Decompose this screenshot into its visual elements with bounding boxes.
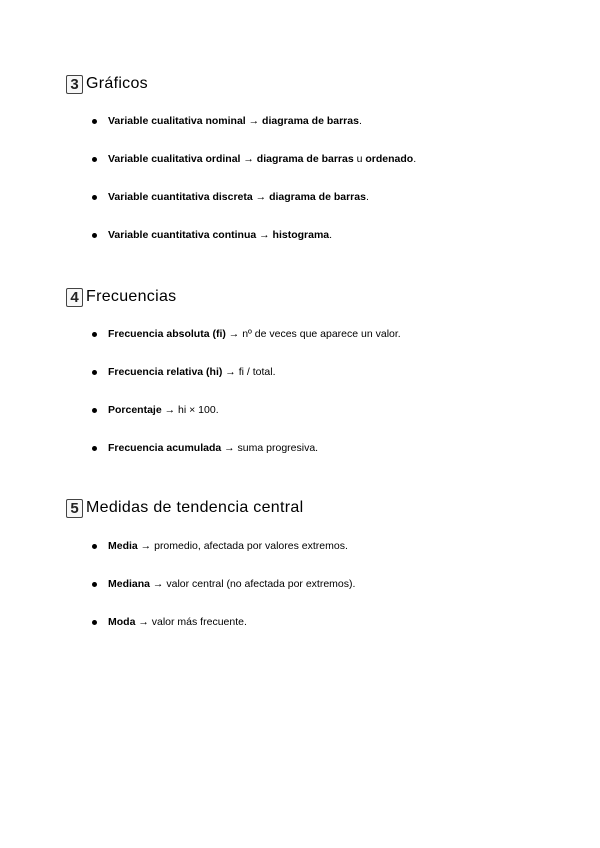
item-description: → valor más frecuente. [135,616,247,628]
bullet-icon [92,370,97,375]
item-description: . [358,115,362,127]
item-term: Frecuencia relativa (hi) [108,366,223,378]
section-frecuencias [66,286,566,454]
item-term: Porcentaje [108,404,162,416]
item-description: → fi / total. [222,366,276,378]
item-term: Moda [108,616,136,628]
item-term: Media [108,540,138,552]
bullet-icon [92,408,97,413]
section-title: Frecuencias [86,288,177,305]
item-description: → promedio, afectada por valores extremos. [137,540,348,552]
section-number-badge: 3 [66,75,83,94]
bullet-icon [92,332,97,337]
item-description: → hi × 100. [161,404,219,416]
bullet-icon [92,544,97,549]
item-description: → nº de veces que aparece un valor. [225,328,401,340]
section-title: Gráficos [86,75,148,92]
item-term: Variable cuantitativa continua → histograma [108,229,330,241]
item-term: Mediana [108,578,151,590]
section-heading [66,286,566,308]
section-title: Medidas de tendencia central [86,499,304,516]
item-term: Variable cuantitativa discreta → diagrama de barras [108,191,366,203]
item-description: → valor central (no afectada por extremos). [150,578,356,590]
item-description: → suma progresiva. [221,442,319,454]
section-graficos [66,73,566,241]
item-term: Frecuencia acumulada [108,442,222,454]
section-number-badge: 4 [66,288,83,307]
bullet-icon [92,446,97,451]
bullet-icon [92,620,97,625]
item-term-secondary: ordenado [365,153,414,165]
item-description: . [329,229,333,241]
bullet-icon [92,157,97,162]
bullet-icon [92,582,97,587]
item-description: . [365,191,369,203]
item-description: u [353,153,366,165]
bullet-icon [92,233,97,238]
item-description-end: . [413,153,417,165]
item-term: Variable cualitativa ordinal → diagrama de barras [108,153,354,165]
section-heading [66,497,566,519]
bullet-icon [92,119,97,124]
section-medidas-tendencia-central [66,497,566,628]
item-term: Variable cualitativa nominal → diagrama de barras [108,115,359,127]
bullet-icon [92,195,97,200]
item-term: Frecuencia absoluta (fi) [108,328,226,340]
section-number-badge: 5 [66,499,83,518]
section-heading [66,73,566,95]
